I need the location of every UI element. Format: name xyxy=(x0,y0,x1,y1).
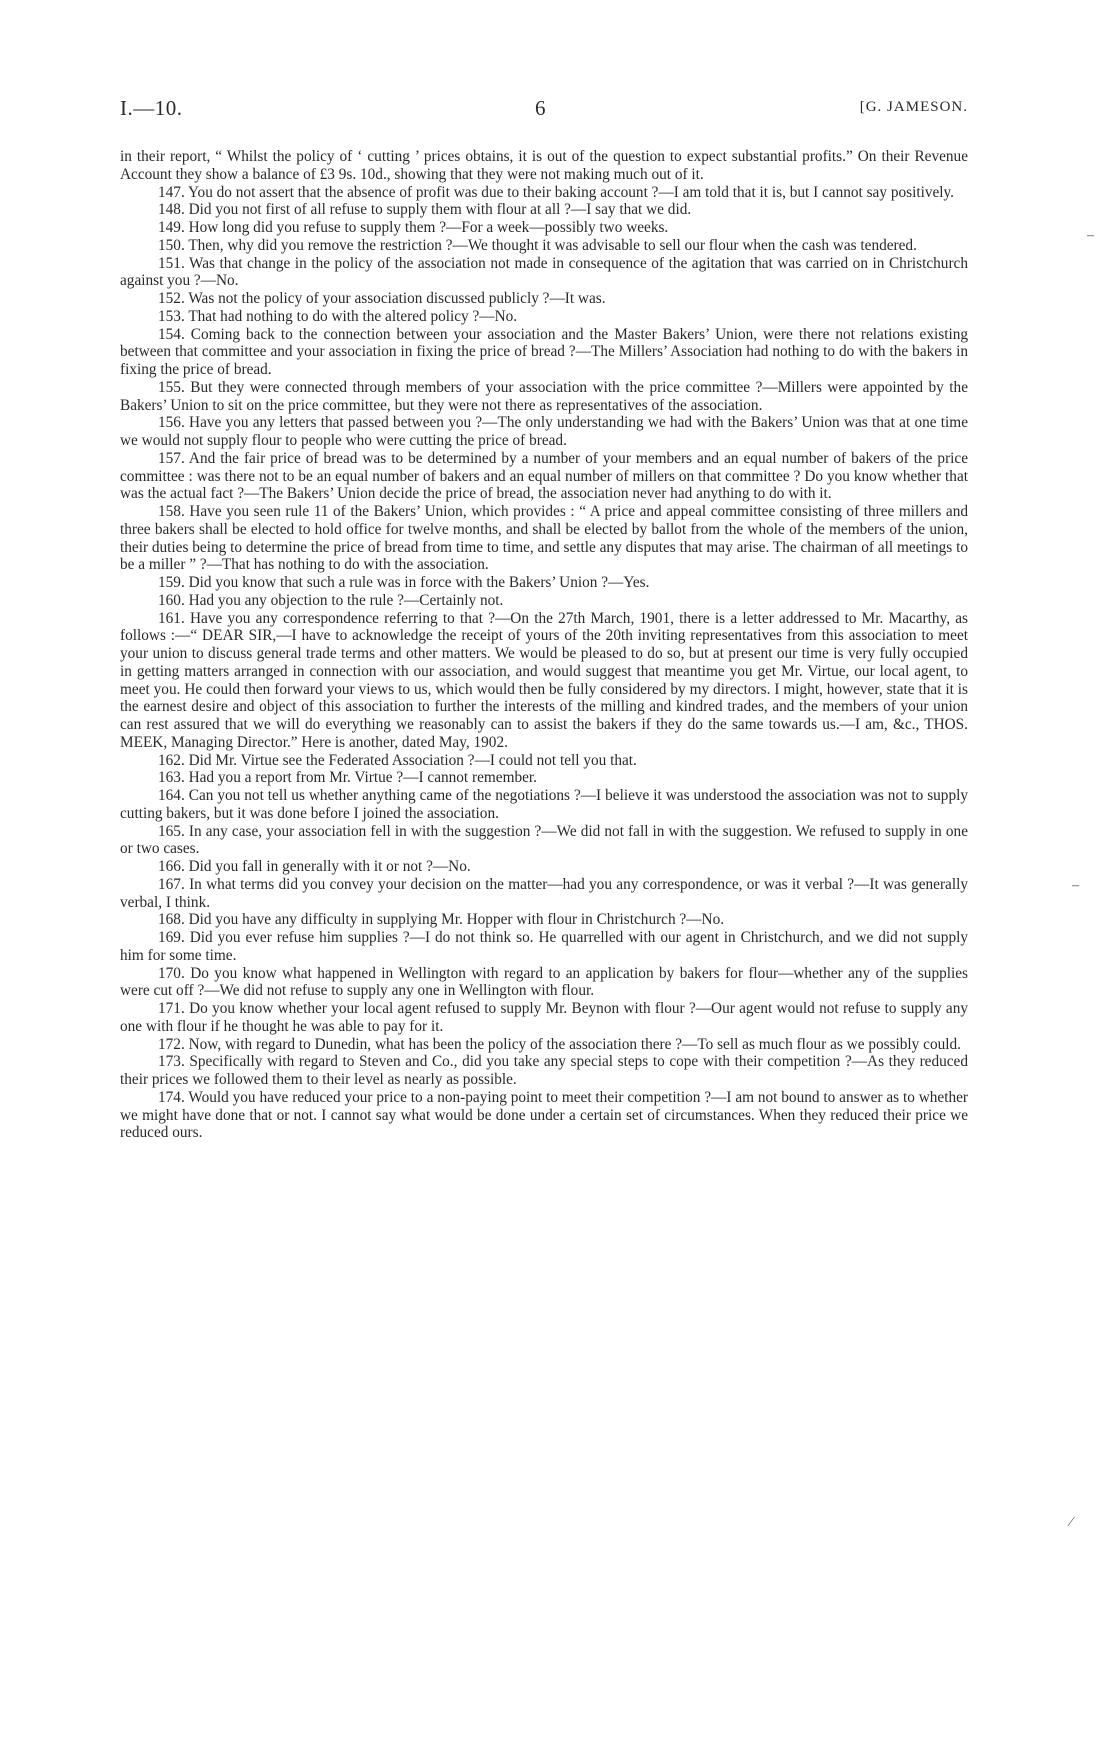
testimony-paragraph: 174. Would you have reduced your price to a non-paying point to meet their competition ?—I am not bound to answer as to whether we might have done that or not. I cannot say what would be done under a certain set of circumstances. When they reduced their price we reduced ours. xyxy=(120,1088,968,1142)
page-header xyxy=(120,96,968,126)
testimony-paragraph: 161. Have you any correspondence referring to that ?—On the 27th March, 1901, there is a letter addressed to Mr. Macarthy, as follows :—“ DEAR SIR,—I have to acknowledge the receipt of yours of the 20th inviting representatives from this association to meet your union to discuss general trade terms and other matters. We would be pleased to do so, but at present our time is very fully occupied in getting matters arranged in connection with our association, and would suggest that meantime you get Mr. Virtue, our local agent, to meet you. He could then forward your views to us, which would then be fully considered by my directors. I might, however, state that it is the earnest desire and object of this association to further the interests of the milling and kindred trades, and the members of your union can rest assured that we will do everything we reasonably can to assist the bakers if they do the same towards us.—I am, &c., THOS. MEEK, Managing Director.” Here is another, dated May, 1902. xyxy=(120,609,968,751)
testimony-paragraph: 155. But they were connected through members of your association with the price committee ?—Millers were appointed by the Bakers’ Union to sit on the price committee, but they were not there as representatives of the association. xyxy=(120,378,968,414)
testimony-paragraph: 169. Did you ever refuse him supplies ?—I do not think so. He quarrelled with our agent in Christchurch, and we did not supply him for some time. xyxy=(120,929,968,964)
testimony-paragraph: 156. Have you any letters that passed between you ?—The only understanding we had with the Bakers’ Union was that at one time we would not supply flour to people who were cutting the price of bread. xyxy=(120,414,968,449)
testimony-paragraph: 158. Have you seen rule 11 of the Bakers’ Union, which provides : “ A price and appeal committee consisting of three millers and three bakers shall be elected to hold office for twelve months, and shall be elected by ballot from the whole of the members of the union, their duties being to determine the price of bread from time to time, and settle any disputes that may arise. The chairman of all meetings to be a miller ” ?—That has nothing to do with the association. xyxy=(120,503,968,574)
testimony-paragraph: 151. Was that change in the policy of the association not made in consequence of the agitation that was carried on in Christchurch against you ?—No. xyxy=(120,254,968,290)
testimony-paragraph: 173. Specifically with regard to Steven and Co., did you take any special steps to cope with their competition ?—As they reduced their prices we followed them to their level as nearly as possible. xyxy=(120,1053,968,1088)
testimony-paragraph: 153. That had nothing to do with the altered policy ?—No. xyxy=(158,307,518,325)
testimony-paragraph: 172. Now, with regard to Dunedin, what has been the policy of the association there ?—To sell as much flour as we possibly could. xyxy=(158,1035,961,1053)
margin-mark: ‒ xyxy=(1087,228,1094,243)
document-reference: I.—10. xyxy=(120,96,183,120)
testimony-paragraph: 147. You do not assert that the absence of profit was due to their baking account ?—I am told that it is, but I cannot say positively. xyxy=(158,183,954,201)
testimony-paragraph: 171. Do you know whether your local agent refused to supply Mr. Beynon with flour ?—Our agent would not refuse to supply any one with flour if he thought he was able to pay for it. xyxy=(120,1000,968,1035)
testimony-paragraph: 154. Coming back to the connection between your association and the Master Bakers’ Union, were there not relations existing between that committee and your association in fixing the price of bread ?—The Millers’ Association had nothing to do with the bakers in fixing the price of bread. xyxy=(120,325,968,378)
testimony-paragraph: 168. Did you have any difficulty in supplying Mr. Hopper with flour in Christchurch ?—No. xyxy=(158,911,725,929)
testimony-paragraph: 160. Had you any objection to the rule ?—Certainly not. xyxy=(158,591,504,609)
testimony-paragraph: 165. In any case, your association fell in with the suggestion ?—We did not fall in with the suggestion. We refused to supply in one or two cases. xyxy=(120,822,968,858)
testimony-paragraph: in their report, “ Whilst the policy of ‘ cutting ’ prices obtains, it is out of the question to expect substantial profits.” On their Revenue Account they show a balance of £3 9s. 10d., showing that they were not making much out of it. xyxy=(120,148,968,183)
testimony-paragraph: 164. Can you not tell us whether anything came of the negotiations ?—I believe it was understood the association was not to supply cutting bakers, but it was done before I joined the association. xyxy=(120,787,968,822)
margin-mark: ‒ xyxy=(1072,878,1079,893)
page-number: 6 xyxy=(535,96,546,120)
testimony-paragraph: 149. How long did you refuse to supply them ?—For a week—possibly two weeks. xyxy=(158,219,669,236)
testimony-paragraph: 148. Did you not first of all refuse to supply them with flour at all ?—I say that we did. xyxy=(158,201,692,219)
evidence-text xyxy=(120,148,968,1142)
testimony-paragraph: 163. Had you a report from Mr. Virtue ?—I cannot remember. xyxy=(158,769,537,787)
testimony-paragraph: 159. Did you know that such a rule was in force with the Bakers’ Union ?—Yes. xyxy=(158,574,650,591)
testimony-paragraph: 167. In what terms did you convey your decision on the matter—had you any correspondence, or was it verbal ?—It was generally verbal, I think. xyxy=(120,875,968,911)
witness-name: [G. JAMESON. xyxy=(859,99,968,115)
testimony-paragraph: 150. Then, why did you remove the restriction ?—We thought it was advisable to sell our flour when the cash was tendered. xyxy=(158,236,917,254)
testimony-paragraph: 152. Was not the policy of your association discussed publicly ?—It was. xyxy=(158,290,606,307)
margin-mark: ⁄ xyxy=(1070,1515,1073,1530)
testimony-paragraph: 157. And the fair price of bread was to be determined by a number of your members and an equal number of bakers of the price committee : was there not to be an equal number of bakers and an equal number of millers on that committee ? Do you know whether that was the actual fact ?—The Bakers’ Union decide the price of bread, the association never had anything to do with it. xyxy=(120,449,968,503)
testimony-paragraph: 170. Do you know what happened in Wellington with regard to an application by bakers for flour—whether any of the supplies were cut off ?—We did not refuse to supply any one in Wellington with flour. xyxy=(120,964,968,1000)
testimony-paragraph: 166. Did you fall in generally with it or not ?—No. xyxy=(158,858,471,875)
testimony-paragraph: 162. Did Mr. Virtue see the Federated Association ?—I could not tell you that. xyxy=(158,751,637,769)
